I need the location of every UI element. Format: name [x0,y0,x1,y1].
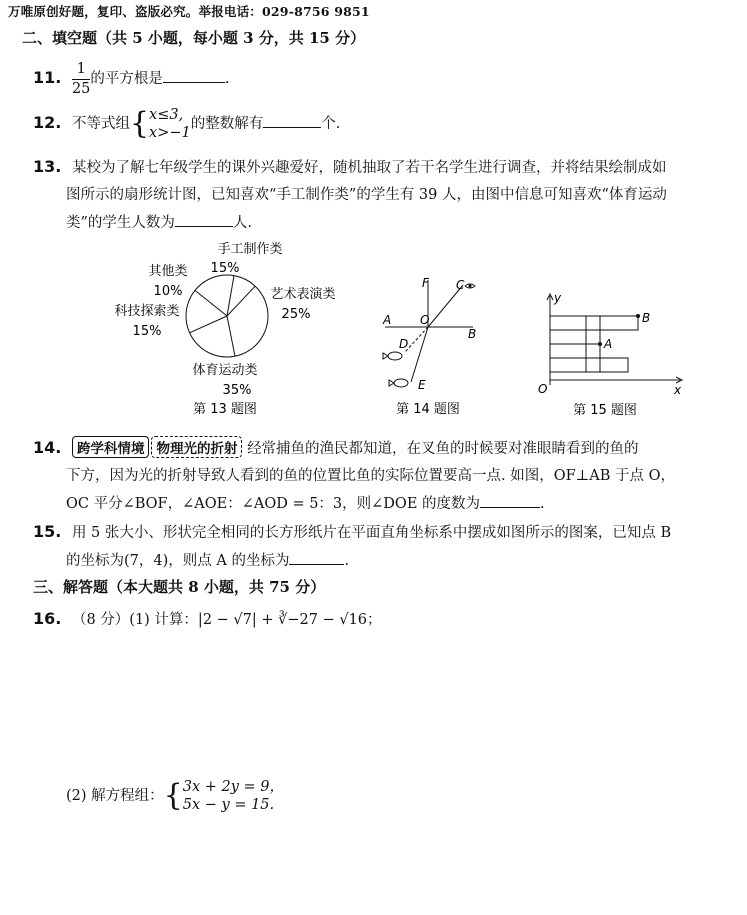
question-end: . [344,553,350,569]
question-15 [33,521,671,542]
point-label: O [420,313,430,327]
point-label: E [418,378,426,392]
paper-rect [550,344,600,358]
question-12 [33,106,340,142]
ray-oe [411,327,428,382]
question-text: 的整数解有 [190,116,264,132]
point-label: B [642,311,651,325]
paper-rect [550,330,600,344]
pie-percent: 35% [222,383,252,398]
point-label: C [456,278,465,292]
answer-blank[interactable] [263,113,321,128]
section-heading-solutions: 三、解答题（本大题共 8 小题，共 75 分） [33,578,326,596]
figure-15-coordinate-diagram [530,290,690,422]
inequality-row: x>−1 [149,125,191,141]
equation-row: 3x + 2y = 9， [182,779,285,795]
question-text: （8 分）(1) 计算：|2 − √7| + ∛−27 − √16； [71,612,382,628]
question-14-line3 [66,492,545,513]
question-end: . [540,496,545,512]
question-text: 类”的学生人数为 [66,215,175,231]
pie-label: 艺术表演类 [270,287,336,302]
question-text: 的平方根是 [90,71,163,87]
origin-label: O [538,382,548,396]
paper-rect [550,316,638,330]
point-label: D [399,337,409,351]
question-text: 图所示的扇形统计图，已知喜欢“手工制作类”的学生有 39 人，由图中信息可知喜欢“体育运动 [66,187,667,203]
answer-blank[interactable] [175,212,233,227]
axis-label: y [554,291,562,305]
pie-label: 手工制作类 [217,242,283,257]
pie-percent: 15% [210,261,240,276]
question-text: 下方，因为光的折射导致人看到的鱼的位置比鱼的实际位置要高一点. 如图，OF⊥AB 于点 O， [66,468,676,484]
tag-physics-refraction: 物理光的折射 [151,436,242,458]
eye-icon [465,284,475,288]
pie-circle [186,275,268,357]
inequality-system [149,106,191,142]
question-text: (2) 解方程组： [66,788,164,804]
question-text: 的坐标为(7，4)，则点 A 的坐标为 [66,553,290,569]
figure-13-pie-chart [100,236,350,426]
axis-label: x [674,383,682,397]
copyright-header: 万唯原创好题，复印、盗版必究。举报电话：029-8756 9851 [8,4,370,19]
question-text: 某校为了解七年级学生的课外兴趣爱好，随机抽取了若干名学生进行调查，并将结果绘制成如 [71,160,667,176]
brace: { [129,106,150,141]
inequality-row: x≤3, [149,107,184,123]
pie-divider [227,316,235,356]
figure-caption: 第 15 题图 [573,403,637,418]
fraction [72,62,90,96]
pie-label: 科技探索类 [114,304,180,319]
point-label: B [468,327,477,341]
pie-divider [190,316,227,333]
answer-blank[interactable] [163,68,225,83]
question-number: 16. [33,609,62,628]
point-label: A [383,313,392,327]
question-end: 人. [232,215,253,231]
question-16 [33,608,382,629]
point-b [636,314,640,318]
point-label: F [422,276,429,290]
question-13-line3 [66,211,252,232]
question-14 [33,436,639,458]
question-text: 经常捕鱼的渔民都知道，在叉鱼的时候要对准眼睛看到的鱼的 [247,441,639,457]
question-number: 12. [33,113,62,132]
pie-label: 其他类 [148,264,188,279]
point-label: A [604,337,613,351]
question-11 [33,62,230,96]
paper-rect [550,358,628,372]
question-number: 14. [33,438,62,457]
equation-system [183,778,284,814]
section-heading-fill-blank: 二、填空题（共 5 小题，每小题 3 分，共 15 分） [22,29,366,47]
question-text: 不等式组 [71,116,130,132]
question-end: . [224,71,230,87]
fish-icon [389,379,408,387]
question-text: 用 5 张大小、形状完全相同的长方形纸片在平面直角坐标系中摆成如图所示的图案，已知点 B [71,525,672,541]
figure-14-refraction-diagram [375,270,505,422]
question-13 [33,156,666,177]
brace: { [163,778,183,813]
equation-row: 5x − y = 15. [182,797,275,813]
figure-caption: 第 14 题图 [396,402,460,417]
pie-percent: 15% [132,324,162,339]
fish-icon [383,352,402,360]
answer-blank[interactable] [289,550,344,565]
point-a [598,342,602,346]
question-number: 13. [33,157,62,176]
answer-blank[interactable] [480,493,540,508]
fraction-numerator: 1 [72,62,90,80]
question-number: 15. [33,522,62,541]
figure-caption: 第 13 题图 [193,402,257,417]
pie-percent: 25% [281,307,311,322]
question-16-part2 [66,778,284,814]
fraction-denominator: 25 [71,80,91,97]
question-text: OC 平分∠BOF，∠AOE：∠AOD = 5：3，则∠DOE 的度数为 [66,496,481,512]
question-number: 11. [33,68,62,87]
pie-label: 体育运动类 [192,363,258,378]
pie-divider [195,290,227,316]
question-15-line2 [66,549,349,570]
tag-cross-discipline: 跨学科情境 [72,436,150,458]
question-end: 个. [321,116,341,132]
pie-percent: 10% [153,284,183,299]
